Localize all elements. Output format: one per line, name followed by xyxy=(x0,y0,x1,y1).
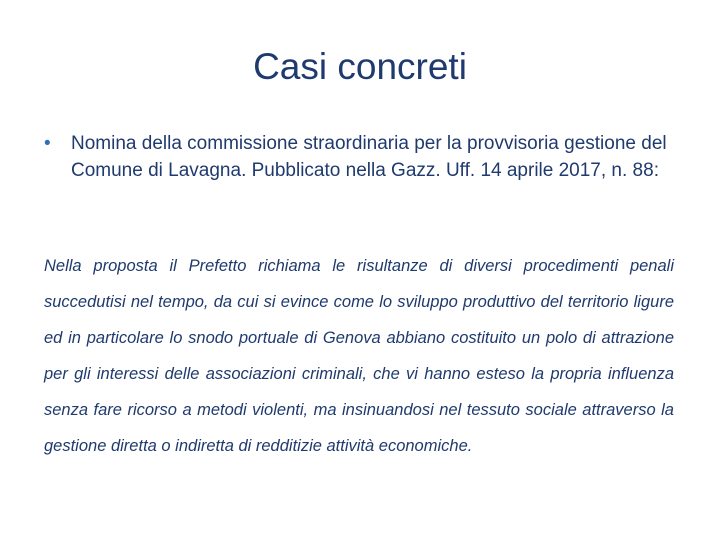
bullet-marker: • xyxy=(44,133,51,154)
slide-title: Casi concreti xyxy=(253,46,467,87)
bullet-item xyxy=(44,130,684,184)
bullet-text: Nomina della commissione straordinaria per la provvisoria gestione del Comune di Lavagna. Pubblicato nella Gazz. Uff. 14 aprile 2017, n. 88: xyxy=(71,133,667,181)
quote-paragraph: Nella proposta il Prefetto richiama le risultanze di diversi procedimenti penali succedutisi nel tempo, da cui si evince come lo sviluppo produttivo del territorio ligure ed in particolare lo snodo portuale di Genova abbiano costituito un polo di attrazione per gli interessi delle associazioni criminali, che vi hanno esteso la propria influenza senza fare ricorso a metodi violenti, ma insinuandosi nel tessuto sociale attraverso la gestione diretta o indiretta di redditizie attività economiche. xyxy=(44,257,674,455)
